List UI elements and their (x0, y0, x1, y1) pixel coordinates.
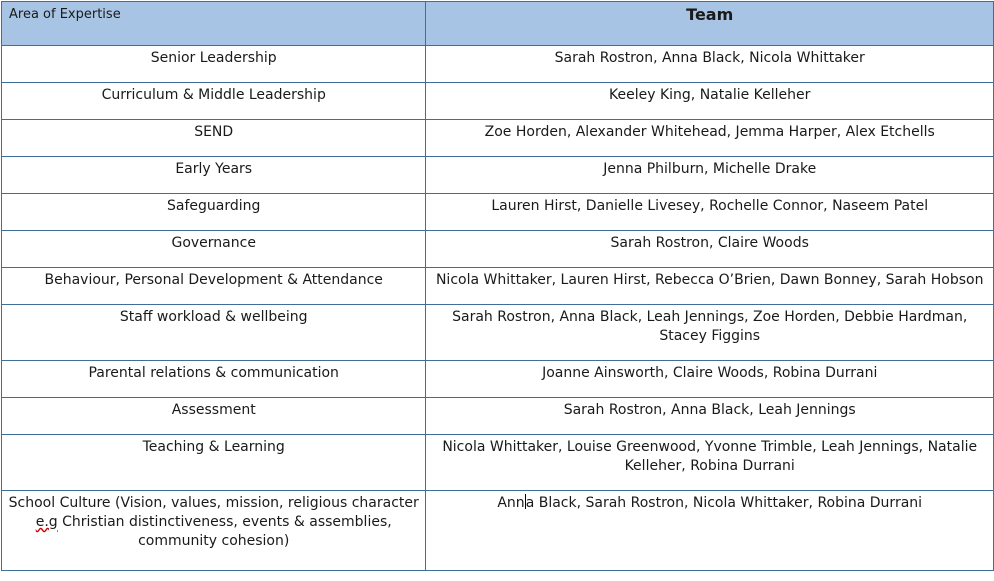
header-team[interactable]: Team (426, 2, 994, 46)
area-cell[interactable] (2, 491, 426, 571)
area-cell[interactable]: Curriculum & Middle Leadership (2, 83, 426, 120)
table-row (2, 120, 994, 157)
table-row (2, 46, 994, 83)
team-cell[interactable]: Joanne Ainsworth, Claire Woods, Robina Durrani (426, 361, 994, 398)
team-cell[interactable]: Lauren Hirst, Danielle Livesey, Rochelle Connor, Naseem Patel (426, 194, 994, 231)
team-cell[interactable]: Nicola Whittaker, Lauren Hirst, Rebecca O’Brien, Dawn Bonney, Sarah Hobson (426, 268, 994, 305)
area-cell[interactable]: Teaching & Learning (2, 435, 426, 491)
table-row (2, 83, 994, 120)
team-cell[interactable]: Nicola Whittaker, Louise Greenwood, Yvonne Trimble, Leah Jennings, Natalie Kelleher, Robina Durrani (426, 435, 994, 491)
table-row (2, 398, 994, 435)
team-cell[interactable]: Sarah Rostron, Anna Black, Leah Jennings (426, 398, 994, 435)
area-text-before: School Culture (Vision, values, mission, religious character (8, 495, 419, 511)
text-cursor (525, 494, 526, 509)
table-row (2, 361, 994, 398)
table-header-row (2, 2, 994, 46)
expertise-table (1, 1, 994, 571)
spellcheck-flagged-word[interactable]: e.g (35, 514, 58, 530)
table-row (2, 435, 994, 491)
area-cell[interactable]: Behaviour, Personal Development & Attendance (2, 268, 426, 305)
area-cell[interactable]: SEND (2, 120, 426, 157)
area-cell[interactable]: Safeguarding (2, 194, 426, 231)
table-row (2, 194, 994, 231)
table-row (2, 491, 994, 571)
table-row (2, 268, 994, 305)
area-cell[interactable]: Early Years (2, 157, 426, 194)
team-cell[interactable]: Keeley King, Natalie Kelleher (426, 83, 994, 120)
team-cell[interactable]: Jenna Philburn, Michelle Drake (426, 157, 994, 194)
team-text: Anna Black, Sarah Rostron, Nicola Whittaker, Robina Durrani (497, 495, 923, 511)
table-row (2, 231, 994, 268)
header-area-of-expertise[interactable]: Area of Expertise (2, 2, 426, 46)
team-cell[interactable]: Sarah Rostron, Anna Black, Nicola Whittaker (426, 46, 994, 83)
table-row (2, 305, 994, 361)
team-cell[interactable] (426, 491, 994, 571)
area-cell[interactable]: Assessment (2, 398, 426, 435)
table-row (2, 157, 994, 194)
area-text-after: Christian distinctiveness, events & assemblies, community cohesion) (57, 514, 392, 549)
team-cell[interactable]: Zoe Horden, Alexander Whitehead, Jemma Harper, Alex Etchells (426, 120, 994, 157)
team-cell[interactable]: Sarah Rostron, Anna Black, Leah Jennings, Zoe Horden, Debbie Hardman, Stacey Figgins (426, 305, 994, 361)
area-cell[interactable]: Governance (2, 231, 426, 268)
area-cell[interactable]: Senior Leadership (2, 46, 426, 83)
area-cell[interactable]: Staff workload & wellbeing (2, 305, 426, 361)
area-cell[interactable]: Parental relations & communication (2, 361, 426, 398)
team-cell[interactable]: Sarah Rostron, Claire Woods (426, 231, 994, 268)
